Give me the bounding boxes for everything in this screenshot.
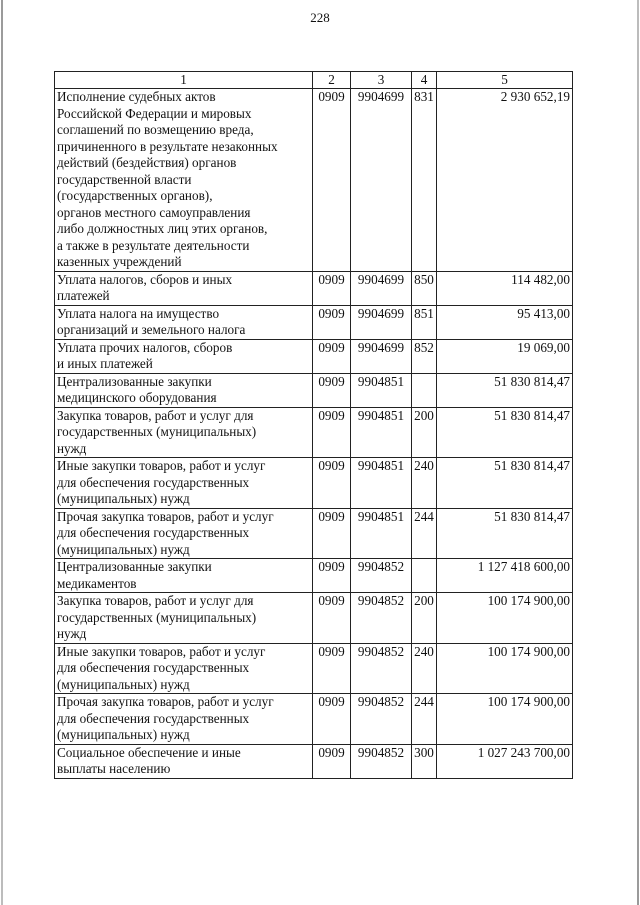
header-col-4: 4 (412, 72, 437, 89)
budget-table (54, 71, 573, 779)
table-row (55, 305, 573, 339)
row-expense-type: 300 (412, 744, 437, 778)
row-name: Социальное обеспечение и иные выплаты населению (55, 744, 313, 778)
row-section-code: 0909 (313, 89, 351, 272)
row-expense-type (412, 373, 437, 407)
row-expense-type: 851 (412, 305, 437, 339)
row-expense-type: 244 (412, 508, 437, 559)
row-amount: 1 027 243 700,00 (437, 744, 573, 778)
row-amount: 100 174 900,00 (437, 694, 573, 745)
table-row (55, 458, 573, 509)
table-row (55, 339, 573, 373)
row-section-code: 0909 (313, 508, 351, 559)
row-section-code: 0909 (313, 694, 351, 745)
row-section-code: 0909 (313, 373, 351, 407)
row-amount: 1 127 418 600,00 (437, 559, 573, 593)
table-body (55, 89, 573, 779)
row-target-code: 9904699 (351, 339, 412, 373)
row-name: Иные закупки товаров, работ и услуг для обеспечения государственных (муниципальных) нужд (55, 643, 313, 694)
row-target-code: 9904852 (351, 643, 412, 694)
row-target-code: 9904852 (351, 593, 412, 644)
table-row (55, 643, 573, 694)
row-expense-type: 200 (412, 407, 437, 458)
row-section-code: 0909 (313, 593, 351, 644)
row-section-code: 0909 (313, 744, 351, 778)
header-row (55, 72, 573, 89)
row-amount: 114 482,00 (437, 271, 573, 305)
row-target-code: 9904852 (351, 694, 412, 745)
row-amount: 51 830 814,47 (437, 407, 573, 458)
row-target-code: 9904851 (351, 508, 412, 559)
row-expense-type (412, 559, 437, 593)
row-target-code: 9904852 (351, 744, 412, 778)
row-section-code: 0909 (313, 407, 351, 458)
row-expense-type: 831 (412, 89, 437, 272)
row-expense-type: 244 (412, 694, 437, 745)
table-row (55, 89, 573, 272)
row-name: Закупка товаров, работ и услуг для государственных (муниципальных) нужд (55, 593, 313, 644)
row-expense-type: 240 (412, 458, 437, 509)
row-section-code: 0909 (313, 271, 351, 305)
row-expense-type: 240 (412, 643, 437, 694)
header-col-3: 3 (351, 72, 412, 89)
row-section-code: 0909 (313, 339, 351, 373)
row-amount: 2 930 652,19 (437, 89, 573, 272)
header-col-2: 2 (313, 72, 351, 89)
row-name: Уплата прочих налогов, сборов и иных платежей (55, 339, 313, 373)
row-section-code: 0909 (313, 305, 351, 339)
row-name: Централизованные закупки медицинского оборудования (55, 373, 313, 407)
row-amount: 51 830 814,47 (437, 373, 573, 407)
row-expense-type: 200 (412, 593, 437, 644)
table-row (55, 508, 573, 559)
row-amount: 95 413,00 (437, 305, 573, 339)
row-target-code: 9904699 (351, 89, 412, 272)
row-expense-type: 852 (412, 339, 437, 373)
row-target-code: 9904851 (351, 458, 412, 509)
row-name: Исполнение судебных актов Российской Федерации и мировых соглашений по возмещению вреда, причиненного в результате незаконных действий (бездействия) органов государственной власти (государственных органов), органов местного самоуправления либо должностных лиц этих органов, а также в результате деятельности казенных учреждений (55, 89, 313, 272)
scan-right-edge (637, 0, 639, 905)
row-target-code: 9904851 (351, 407, 412, 458)
row-name: Уплата налогов, сборов и иных платежей (55, 271, 313, 305)
page-number: 228 (310, 10, 330, 25)
row-name: Закупка товаров, работ и услуг для государственных (муниципальных) нужд (55, 407, 313, 458)
row-amount: 51 830 814,47 (437, 458, 573, 509)
header-col-1: 1 (55, 72, 313, 89)
row-amount: 100 174 900,00 (437, 593, 573, 644)
row-target-code: 9904851 (351, 373, 412, 407)
row-section-code: 0909 (313, 643, 351, 694)
table-row (55, 593, 573, 644)
header-col-5: 5 (437, 72, 573, 89)
row-target-code: 9904852 (351, 559, 412, 593)
row-section-code: 0909 (313, 458, 351, 509)
table-row (55, 271, 573, 305)
row-name: Прочая закупка товаров, работ и услуг для обеспечения государственных (муниципальных) нужд (55, 694, 313, 745)
row-name: Уплата налога на имущество организаций и земельного налога (55, 305, 313, 339)
row-expense-type: 850 (412, 271, 437, 305)
table-header (55, 72, 573, 89)
scan-left-edge (1, 0, 3, 905)
table-row (55, 559, 573, 593)
row-name: Иные закупки товаров, работ и услуг для обеспечения государственных (муниципальных) нужд (55, 458, 313, 509)
row-amount: 19 069,00 (437, 339, 573, 373)
table-row (55, 694, 573, 745)
row-name: Прочая закупка товаров, работ и услуг для обеспечения государственных (муниципальных) нужд (55, 508, 313, 559)
row-target-code: 9904699 (351, 305, 412, 339)
row-amount: 51 830 814,47 (437, 508, 573, 559)
table-row (55, 744, 573, 778)
row-name: Централизованные закупки медикаментов (55, 559, 313, 593)
row-amount: 100 174 900,00 (437, 643, 573, 694)
row-target-code: 9904699 (351, 271, 412, 305)
row-section-code: 0909 (313, 559, 351, 593)
table-row (55, 407, 573, 458)
table-row (55, 373, 573, 407)
